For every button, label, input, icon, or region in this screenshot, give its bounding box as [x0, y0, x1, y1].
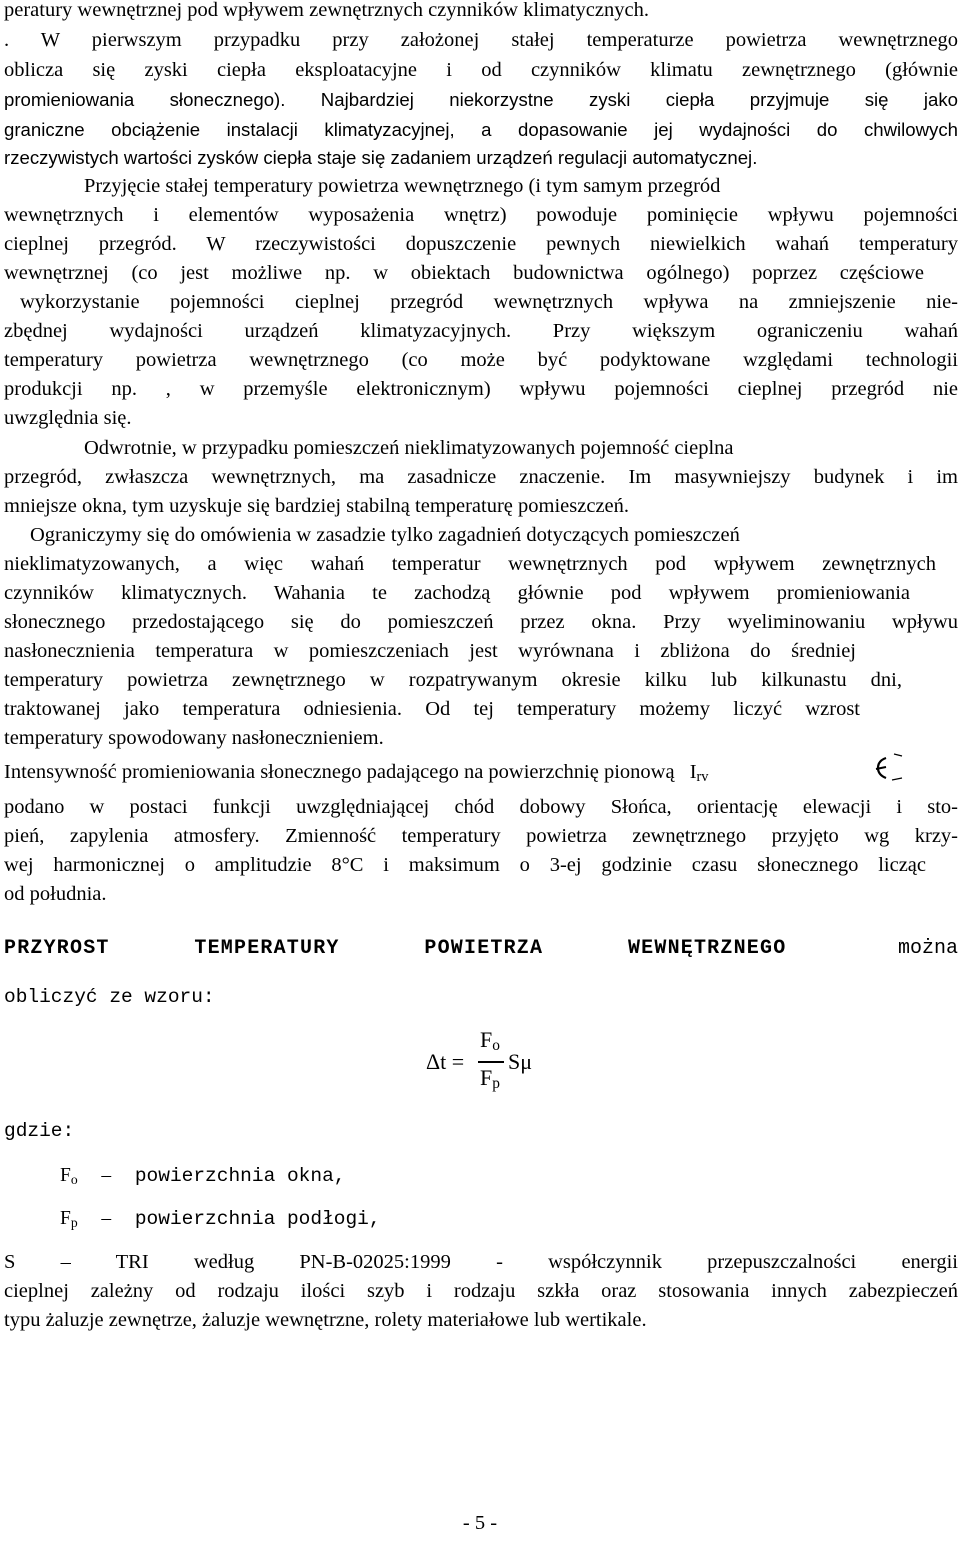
- section-heading: [4, 937, 958, 967]
- text-line-22: słonecznego przedostającego się do pomieszczeń przez okna. Przy wyeliminowaniu wpływu: [4, 611, 958, 633]
- text-line-29: pień, zapylenia atmosfery. Zmienność temperatury powietrza zewnętrznego przyjęto wg krzy-: [4, 825, 958, 847]
- temperature-rise-formula: [426, 1027, 586, 1097]
- text-line-01: peratury wewnętrznej pod wpływem zewnętrznych czynników klimatycznych.: [4, 0, 649, 21]
- text-line-14: produkcji np. , w przemyśle elektronicznym) wpływu pojemności cieplnej przegród nie: [4, 378, 958, 400]
- text-line-06: rzeczywistych wartości zysków ciepła staje się zadaniem urządzeń regulacji automatycznej.: [4, 147, 758, 168]
- text-line-25: traktowanej jako temperatura odniesienia. Od tej temperatury możemy liczyć wzrost: [4, 698, 860, 720]
- text-line-13: temperatury powietrza wewnętrznego (co może być podyktowane względami technologii: [4, 349, 958, 371]
- text-line-31: od południa.: [4, 883, 107, 905]
- heading-rest-text: można: [897, 937, 958, 960]
- where-label: gdzie:: [4, 1120, 75, 1142]
- text-line-10: wewnętrznej (co jest możliwe np. w obiektach budownictwa ogólnego) poprzez częściowe: [4, 262, 924, 284]
- text-line-05: graniczne obciążenie instalacji klimatyzacyjnej, a dopasowanie jej wydajności do chwilowych: [4, 119, 958, 140]
- text-line-24: temperatury powietrza zewnętrznego w rozpatrywanym okresie kilku lub kilkunastu dni,: [4, 669, 902, 691]
- text-line-04: promieniowania słonecznego). Najbardziej niekorzystne zyski ciepła przyjmuje się jako: [4, 89, 958, 110]
- text-line-11: wykorzystanie pojemności cieplnej przegród wewnętrznych wpływa na zmniejszenie nie-: [20, 291, 958, 313]
- text-line-20: nieklimatyzowanych, a więc wahań temperatur wewnętrznych pod wpływem zewnętrznych: [4, 553, 936, 575]
- text-line-26: temperatury spowodowany nasłonecznieniem.: [4, 727, 384, 749]
- text-line-09: cieplnej przegród. W rzeczywistości dopuszczenie pewnych niewielkich wahań temperatury: [4, 233, 958, 255]
- text-line-27: [4, 758, 804, 791]
- text-line-08: wewnętrznych i elementów wyposażenia wnętrz) powoduje pominięcie wpływu pojemności: [4, 204, 958, 226]
- text-line-03: oblicza się zyski ciepła eksploatacyjne i od czynników klimatu zewnętrznego (głównie: [4, 59, 958, 81]
- text-line-16: Odwrotnie, w przypadku pomieszczeń nieklimatyzowanych pojemność cieplna: [84, 437, 734, 459]
- text-line-28: podano w postaci funkcji uwzględniającej chód dobowy Słońca, orientację elewacji i sto-: [4, 796, 958, 818]
- heading-continuation: obliczyć ze wzoru:: [4, 986, 215, 1008]
- text-line-17: przegród, zwłaszcza wewnętrznych, ma zasadnicze znaczenie. Im masywniejszy budynek i im: [4, 466, 958, 488]
- formula-lhs: Δt =: [426, 1049, 465, 1074]
- text-line-07: Przyjęcie stałej temperatury powietrza wewnętrznego (i tym samym przegród: [84, 175, 721, 197]
- text-line-30: wej harmonicznej o amplitudzie 8°C i maksimum o 3-ej godzinie czasu słonecznego licząc: [4, 854, 926, 876]
- brace-glyph-icon: [872, 748, 904, 784]
- text-line-15: uwzględnia się.: [4, 407, 132, 429]
- page-number: - 5 -: [462, 1512, 498, 1534]
- text-line-19: Ograniczymy się do omówienia w zasadzie tylko zagadnień dotyczących pomieszczeń: [30, 524, 740, 546]
- fraction-bar: [478, 1061, 504, 1063]
- formula-rhs: Sμ: [508, 1049, 533, 1074]
- definition-fp: $F_p$ – powierzchnia podłogi,: [60, 1208, 381, 1230]
- heading-bold-text: PRZYROST TEMPERATURY POWIETRZA WEWNĘTRZNEGO: [4, 937, 787, 960]
- definition-fo: $F_o$ – powierzchnia okna,: [60, 1165, 346, 1187]
- definition-s-line-1: S – TRI według PN-B-02025:1999 - współczynnik przepuszczalności energii: [4, 1251, 958, 1273]
- formula-denominator: $F_p$: [480, 1065, 500, 1092]
- text-line-18: mniejsze okna, tym uzyskuje się bardziej stabilną temperaturę pomieszczeń.: [4, 495, 630, 517]
- text-line-02: . W pierwszym przypadku przy założonej stałej temperaturze powietrza wewnętrznego: [4, 29, 958, 51]
- text-line-21: czynników klimatycznych. Wahania te zachodzą głównie pod wpływem promieniowania: [4, 582, 910, 604]
- text-line-23: nasłonecznienia temperatura w pomieszczeniach jest wyrównana i zbliżona do średniej: [4, 640, 856, 662]
- definition-s-line-3: typu żaluzje zewnętrze, żaluzje wewnętrzne, rolety materiałowe lub wertikale.: [4, 1309, 647, 1331]
- intensity-text: Intensywność promieniowania słonecznego padającego na powierzchnię pionową: [4, 761, 675, 783]
- irradiance-symbol: $I_{rv}$: [689, 761, 709, 785]
- text-line-12: zbędnej wydajności urządzeń klimatyzacyjnych. Przy większym ograniczeniu wahań: [4, 320, 958, 342]
- formula-numerator: $F_o$: [480, 1027, 500, 1054]
- definition-s-line-2: cieplnej zależny od rodzaju ilości szyb i rodzaju szkła oraz stosowania innych zabezpieczeń: [4, 1280, 958, 1302]
